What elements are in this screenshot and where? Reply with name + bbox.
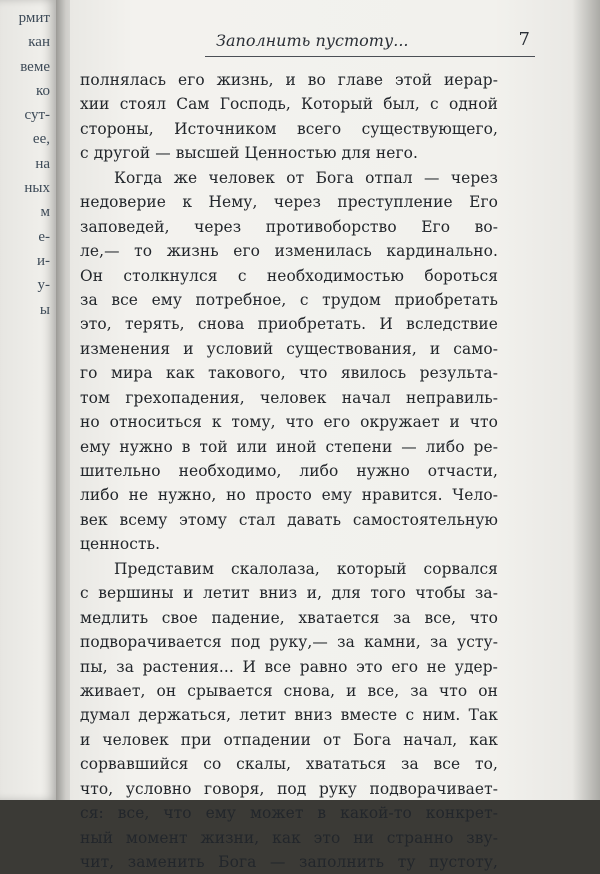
left-page-fragment: на xyxy=(35,155,50,172)
header-rule xyxy=(205,56,535,57)
left-page-text-fragments xyxy=(6,6,50,322)
left-page-fragment: кан xyxy=(28,34,50,51)
text-line: живает, он срывается снова, и все, за что он xyxy=(80,681,498,700)
text-line: ему нужно в той или иной степени — либо ре- xyxy=(80,437,498,456)
text-line: либо не нужно, но просто ему нравится. Чело- xyxy=(80,486,498,505)
text-line: пы, за растения... И все равно это его не удер- xyxy=(80,657,498,676)
left-page-fragment: ее, xyxy=(32,131,50,148)
text-line: с вершины и летит вниз и, для того чтобы за- xyxy=(80,584,498,603)
text-line: хии стоял Сам Господь, Который был, с одной xyxy=(80,95,498,114)
text-line: заповедей, через противоборство Его во- xyxy=(80,217,498,236)
left-page-fragment: е- xyxy=(38,228,50,245)
text-line: ся: все, что ему может в какой-то конкрет- xyxy=(80,804,498,823)
left-page-fragment: ко xyxy=(35,82,50,99)
left-page-fragment: сут- xyxy=(24,107,50,124)
text-line: медлить свое падение, хватается за все, что xyxy=(80,608,498,627)
book-page xyxy=(70,0,600,871)
left-page-fragment: ных xyxy=(24,180,50,197)
text-line: Когда же человек от Бога отпал — через xyxy=(114,168,498,187)
text-line: ле,— то жизнь его изменилась кардинально. xyxy=(80,242,498,261)
page-number: 7 xyxy=(518,29,530,50)
text-line: чит, заменить Бога — заполнить ту пустоту, xyxy=(80,853,498,871)
text-line: сорвавшийся со скалы, хвататься за все то, xyxy=(80,755,498,774)
left-page xyxy=(0,0,58,800)
text-line: Он столкнулся с необходимостью бороться xyxy=(80,266,498,285)
text-line: но относиться к тому, что его окружает и что xyxy=(80,413,498,432)
text-line: том грехопадения, человек начал неправиль- xyxy=(80,388,498,407)
text-line: и человек при отпадении от Бога начал, как xyxy=(80,730,498,749)
running-title: Заполнить пустоту... xyxy=(216,31,409,50)
text-line: ный момент жизни, как это ни странно зву- xyxy=(80,828,498,847)
text-line: это, терять, снова приобретать. И вследствие xyxy=(80,315,498,334)
text-line: го мира как такового, что явилось результа- xyxy=(80,364,498,383)
text-line: что, условно говоря, под руку подворачивает- xyxy=(80,779,498,798)
text-line: век всему этому стал давать самостоятельную xyxy=(80,510,498,529)
text-line: ценность. xyxy=(80,535,161,554)
left-page-fragment: м xyxy=(40,204,50,221)
left-page-fragment: и- xyxy=(36,252,50,269)
text-line: полнялась его жизнь, и во главе этой иерар- xyxy=(80,71,498,89)
text-line: Представим скалолаза, который сорвался xyxy=(114,559,498,578)
text-line: стороны, Источником всего существующего, xyxy=(80,119,498,138)
text-line: подворачивается под руку,— за камни, за усту- xyxy=(80,633,498,652)
text-line: думал держаться, летит вниз вместе с ним. Так xyxy=(80,706,498,725)
left-page-fragment: у- xyxy=(37,277,50,294)
running-head xyxy=(180,29,530,53)
left-page-fragment: веме xyxy=(20,58,50,75)
text-line: изменения и условий существования, и само- xyxy=(80,339,498,358)
left-page-fragment: рмит xyxy=(18,10,50,26)
text-line: за все ему потребное, с трудом приобретать xyxy=(80,290,498,309)
text-line: с другой — высшей Ценностью для него. xyxy=(80,144,419,163)
body-text xyxy=(80,68,498,874)
text-line: недоверие к Нему, через преступление Его xyxy=(80,193,498,212)
left-page-fragment: ы xyxy=(39,301,50,318)
text-line: шительно необходимо, либо нужно отчасти, xyxy=(80,462,498,480)
